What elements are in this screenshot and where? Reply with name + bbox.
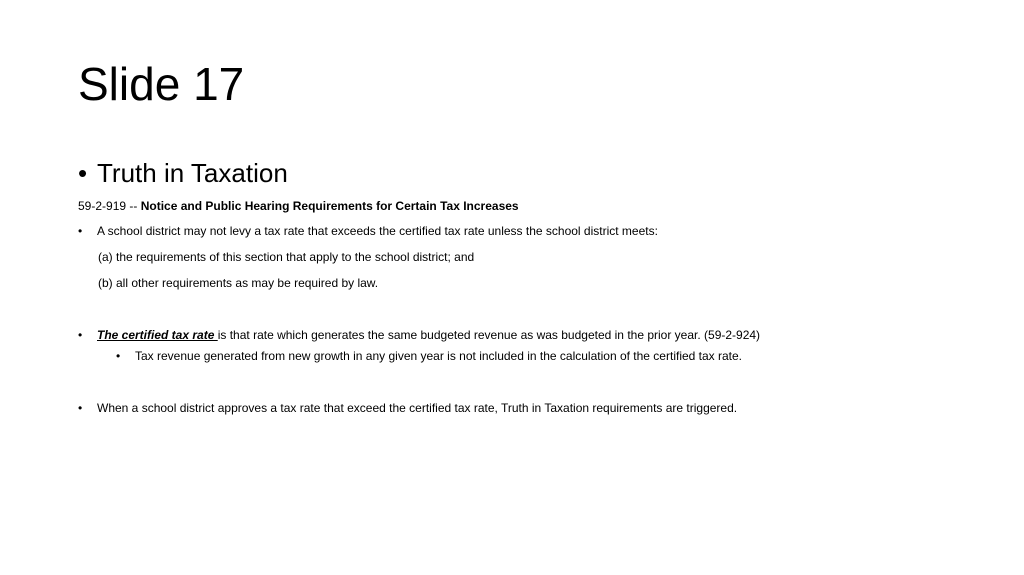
heading-bullet-item — [78, 156, 288, 190]
item2-sub-bullet: • — [116, 349, 121, 363]
item2-definition: is that rate which generates the same budgeted revenue as was budgeted in the prior year. (59-2-924) — [217, 328, 761, 342]
slide-title: Slide 17 — [78, 58, 245, 110]
heading-bullet-dot: • — [78, 158, 88, 188]
item3-text: When a school district approves a tax rate that exceed the certified tax rate, Truth in Taxation requirements are triggered. — [97, 401, 738, 415]
item2-text — [97, 327, 760, 343]
item3-bullet: • — [78, 401, 83, 415]
item1-text: A school district may not levy a tax rate that exceeds the certified tax rate unless the school district meets: — [97, 224, 658, 238]
item1-bullet: • — [78, 224, 83, 238]
heading-text: Truth in Taxation — [97, 158, 288, 188]
item1-sub-a: (a) the requirements of this section that apply to the school district; and — [98, 250, 475, 264]
statute-line — [78, 198, 519, 214]
item2-bullet: • — [78, 328, 83, 342]
statute-title: Notice and Public Hearing Requirements for Certain Tax Increases — [140, 199, 519, 213]
statute-number: 59-2-919 -- — [78, 199, 141, 213]
certified-tax-rate-term: The certified tax rate — [97, 328, 218, 342]
item2-sub-text: Tax revenue generated from new growth in any given year is not included in the calculation of the certified tax rate. — [135, 349, 743, 363]
item1-sub-b: (b) all other requirements as may be required by law. — [98, 276, 379, 290]
